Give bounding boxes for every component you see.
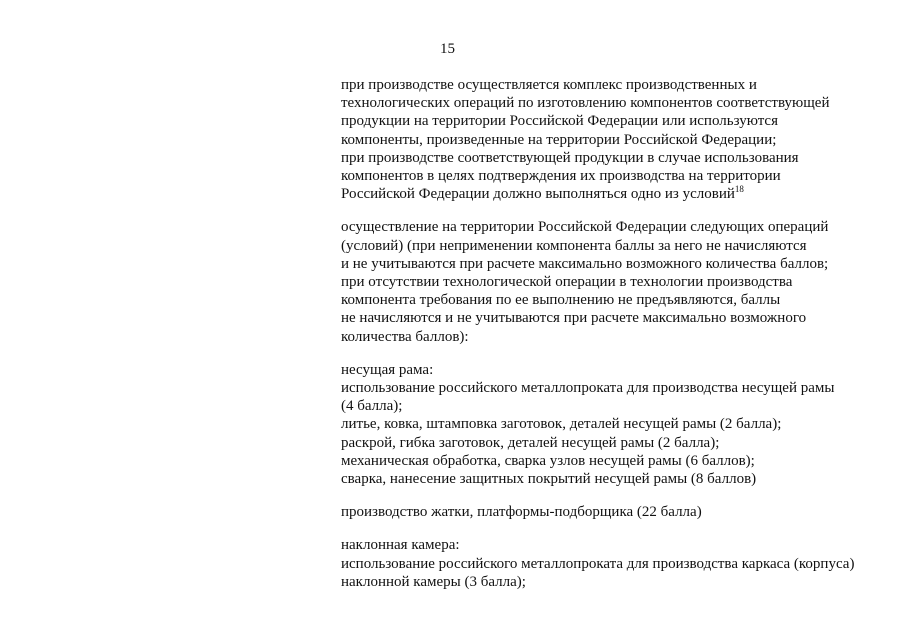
text-line: при производстве соответствующей продукции в случае использования xyxy=(341,149,799,166)
text-line: наклонная камера: xyxy=(341,537,460,554)
text-line: наклонной камеры (3 балла); xyxy=(341,573,526,590)
document-body xyxy=(341,76,881,606)
paragraph-header-production xyxy=(341,503,881,521)
page-number: 15 xyxy=(440,41,455,57)
text-line: компонента требования по ее выполнению не предъявляются, баллы xyxy=(341,292,781,309)
paragraph-load-bearing-frame xyxy=(341,361,881,488)
text-line: механическая обработка, сварка узлов несущей рамы (6 баллов); xyxy=(341,452,755,469)
text-line: Российской Федерации должно выполняться одно из условий xyxy=(341,186,735,203)
text-line: осуществление на территории Российской Федерации следующих операций xyxy=(341,219,829,236)
text-line-with-footnote xyxy=(341,185,881,203)
footnote-reference: 18 xyxy=(734,184,744,195)
text-line: продукции на территории Российской Федерации или используются xyxy=(341,113,778,130)
text-line: литье, ковка, штамповка заготовок, деталей несущей рамы (2 балла); xyxy=(341,416,782,433)
text-line: при производстве осуществляется комплекс производственных и xyxy=(341,77,757,93)
text-line: и не учитываются при расчете максимально возможного количества баллов; xyxy=(341,255,829,272)
paragraph-production-conditions xyxy=(341,76,881,203)
text-line: несущая рама: xyxy=(341,361,434,378)
paragraph-operations xyxy=(341,218,881,345)
text-line: использование российского металлопроката для производства несущей рамы xyxy=(341,380,835,397)
text-line: сварка, нанесение защитных покрытий несущей рамы (8 баллов) xyxy=(341,471,757,488)
paragraph-feeder-house xyxy=(341,536,881,591)
text-line: количества баллов): xyxy=(341,328,469,345)
text-line: раскрой, гибка заготовок, деталей несущей рамы (2 балла); xyxy=(341,434,720,451)
text-line: не начисляются и не учитываются при расчете максимально возможного xyxy=(341,310,807,327)
text-line: (условий) (при неприменении компонента баллы за него не начисляются xyxy=(341,237,807,254)
text-line: производство жатки, платформы-подборщика (22 балла) xyxy=(341,504,702,521)
text-line: (4 балла); xyxy=(341,398,403,415)
text-line: компонентов в целях подтверждения их производства на территории xyxy=(341,168,781,185)
text-line: использование российского металлопроката для производства каркаса (корпуса) xyxy=(341,555,855,572)
text-line: компоненты, произведенные на территории Российской Федерации; xyxy=(341,131,777,148)
text-line: при отсутствии технологической операции в технологии производства xyxy=(341,274,793,291)
text-line: технологических операций по изготовлению компонентов соответствующей xyxy=(341,95,830,112)
